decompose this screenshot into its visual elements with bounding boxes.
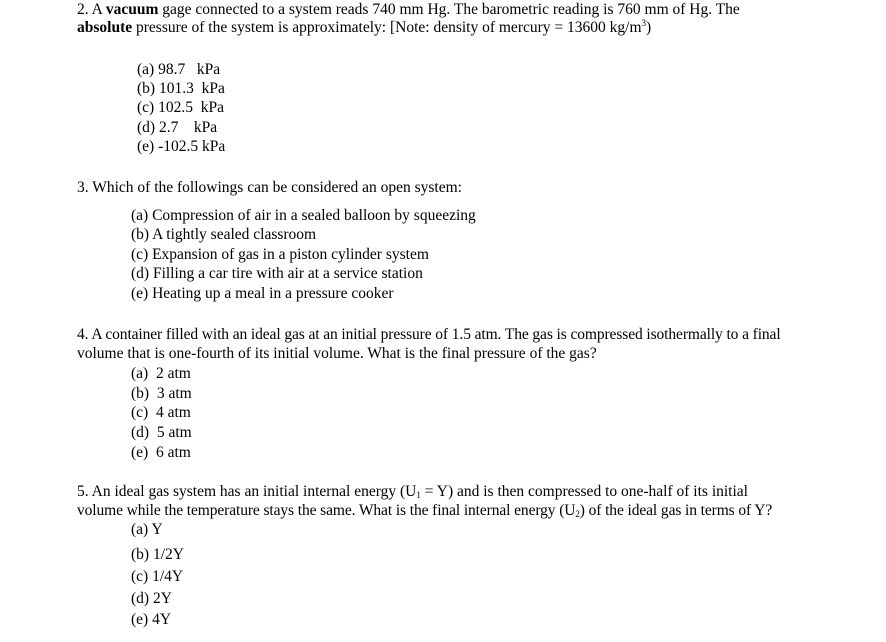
q2-sup: 3 — [641, 18, 646, 28]
q3-option-b: (b) A tightly sealed classroom — [131, 226, 317, 243]
q2-number: 2. — [77, 1, 89, 18]
q4-option-c: (c) 4 atm — [131, 404, 191, 421]
q5-line-1-a: 5. An ideal gas system has an initial internal energy (U — [77, 483, 417, 500]
q3-option-e: (e) Heating up a meal in a pressure cooker — [131, 285, 394, 302]
q2-option-a: (a) 98.7 kPa — [137, 61, 221, 78]
q5-line-1-sub: 1 — [416, 490, 421, 500]
q4-line-2: volume that is one-fourth of its initial volume. What is the final pressure of the gas? — [77, 345, 597, 362]
q5-option-e: (e) 4Y — [131, 611, 172, 628]
q5-option-d: (d) 2Y — [131, 590, 172, 607]
q3-text: 3. Which of the followings can be considered an open system: — [77, 179, 462, 196]
q4-option-b: (b) 3 atm — [131, 385, 192, 402]
q4-line-1: 4. A container filled with an ideal gas at an initial pressure of 1.5 atm. The gas is compressed isothermally to a final — [77, 326, 781, 343]
q2-option-c: (c) 102.5 kPa — [137, 99, 224, 116]
q5-line-2-sub: 2 — [575, 509, 580, 519]
q5-line-1-b: = Y) and is then compressed to one-half of its initial — [420, 483, 748, 500]
q2-option-b: (b) 101.3 kPa — [137, 80, 225, 97]
q5-option-a: (a) Y — [131, 521, 163, 538]
q2-bold-absolute: absolute — [77, 19, 133, 36]
q4-option-d: (d) 5 atm — [131, 424, 192, 441]
q2-text-d: ) — [646, 19, 652, 36]
q2-option-e: (e) -102.5 kPa — [137, 138, 226, 155]
q2-line-1 — [77, 0, 740, 20]
q2-text-c: pressure of the system is approximately: [Note: density of mercury = 13600 kg/m — [136, 19, 642, 36]
q5-line-1 — [77, 482, 748, 502]
q2-line-2 — [77, 18, 651, 38]
q2-option-d: (d) 2.7 kPa — [137, 119, 218, 136]
q2-text-b: gage connected to a system reads 740 mm Hg. The barometric reading is 760 mm of Hg. The — [162, 1, 740, 18]
q5-option-b: (b) 1/2Y — [131, 546, 184, 563]
q5-option-c: (c) 1/4Y — [131, 568, 184, 585]
q5-line-2-a: volume while the temperature stays the same. What is the final internal energy (U — [77, 502, 576, 519]
q4-option-a: (a) 2 atm — [131, 365, 191, 382]
q3-option-a: (a) Compression of air in a sealed balloon by squeezing — [131, 207, 476, 224]
q3-option-d: (d) Filling a car tire with air at a service station — [131, 265, 423, 282]
q4-option-e: (e) 6 atm — [131, 444, 191, 461]
q5-line-2 — [77, 501, 772, 521]
q5-line-2-b: ) of the ideal gas in terms of Y? — [579, 502, 773, 519]
q3-option-c: (c) Expansion of gas in a piston cylinder system — [131, 246, 429, 263]
q2-bold-vacuum: vacuum — [105, 1, 159, 18]
q2-text-a: A — [91, 1, 102, 18]
